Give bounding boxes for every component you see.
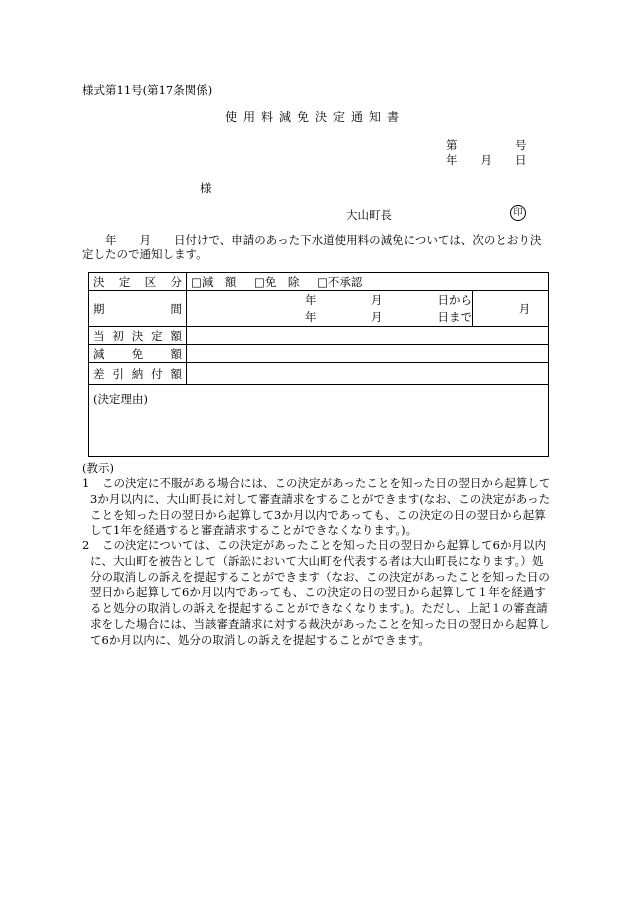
document-number: 第 号: [446, 138, 527, 152]
seal-icon: 印: [510, 205, 526, 221]
table-row: [89, 345, 549, 363]
label-decision-category: [89, 273, 187, 291]
label-initial-amount: [89, 327, 187, 345]
note-number: 2: [82, 538, 90, 552]
label-char: 決: [131, 328, 144, 343]
label-char: 区: [144, 274, 157, 289]
form-number: 様式第11号(第17条関係): [82, 83, 213, 97]
option-rejection[interactable]: □不承認: [317, 274, 363, 289]
label-char: 当: [93, 328, 105, 343]
label-period: [89, 291, 187, 327]
decision-table: [88, 272, 549, 457]
label-char: 差: [93, 366, 105, 381]
decision-options: [187, 273, 549, 291]
label-char: 額: [170, 328, 182, 343]
label-char: 額: [170, 346, 182, 361]
month-label: 月: [370, 293, 383, 307]
table-row: [89, 291, 549, 327]
table-row: [89, 327, 549, 345]
label-char: 減: [93, 346, 105, 361]
period-from: [187, 292, 472, 309]
year-label: 年: [305, 310, 317, 324]
label-char: 初: [112, 328, 124, 343]
addressee: 様: [200, 181, 212, 195]
table-row: [89, 385, 549, 457]
label-char: 納: [131, 366, 144, 381]
note-item: [82, 476, 552, 539]
issuer: 大山町長: [346, 208, 392, 222]
decision-reason[interactable]: [89, 385, 549, 457]
reduction-amount-value[interactable]: [187, 345, 549, 363]
label-char: 間: [170, 301, 182, 316]
payment-amount-value[interactable]: [187, 363, 549, 385]
document-date: 年 月 日: [446, 153, 527, 167]
label-char: 額: [170, 366, 182, 381]
label-char: 付: [151, 366, 163, 381]
notes-heading: (教示): [82, 461, 114, 475]
label-char: 分: [170, 274, 182, 289]
month-label: 月: [370, 310, 383, 324]
intro-text: 年 月 日付けで、申請のあった下水道使用料の減免については、次のとおり決定したので通知します。: [82, 233, 542, 261]
note-item: [82, 538, 552, 649]
note-text: この決定については、この決定があったことを知った日の翌日から起算して6か月以内に、大山町を被告として（訴訟において大山町を代表する者は大山町長になります。）処分の取消しの訴えを提起することができます（なお、この決定があったことを知った日の翌日から起算して6か月以内であっても、この決定の日の翌日から起算して１年を経過すると処分の取消しの訴えを提起することができなくなります。)。ただし、上記１の審査請求をした場合には、当該審査請求に対する裁決があったことを知った日の翌日から起算して6か月以内に、処分の取消しの訴えを提起することができます。: [90, 538, 550, 647]
note-number: 1: [82, 476, 90, 490]
period-to: [187, 309, 472, 326]
day-label: 日から: [437, 293, 472, 307]
label-char: 期: [93, 301, 105, 316]
initial-amount-value[interactable]: [187, 327, 549, 345]
table-row: [89, 363, 549, 385]
months-label: 月: [518, 301, 531, 316]
option-reduction[interactable]: □減 額: [191, 274, 237, 289]
reason-label: (決定理由): [93, 392, 148, 406]
day-label: 日まで: [437, 310, 472, 324]
table-row: [89, 273, 549, 291]
label-char: 定: [118, 274, 131, 289]
label-char: 定: [151, 328, 163, 343]
label-char: 決: [93, 274, 105, 289]
label-payment-amount: [89, 363, 187, 385]
label-char: 免: [131, 346, 144, 361]
year-label: 年: [305, 293, 317, 307]
document-title: 使用料減免決定通知書: [224, 110, 405, 124]
note-text: この決定に不服がある場合には、この決定があったことを知った日の翌日から起算して3か月以内に、大山町長に対して審査請求をすることができます(なお、この決定があったことを知った日の翌日から起算して3か月以内であっても、この決定の日の翌日から起算して1年を経過すると審査請求することができなくなります。)。: [90, 476, 551, 538]
label-char: 引: [112, 366, 124, 381]
label-reduction-amount: [89, 345, 187, 363]
period-dates: [187, 291, 473, 327]
period-months: [473, 291, 549, 327]
option-exemption[interactable]: □免 除: [254, 274, 300, 289]
